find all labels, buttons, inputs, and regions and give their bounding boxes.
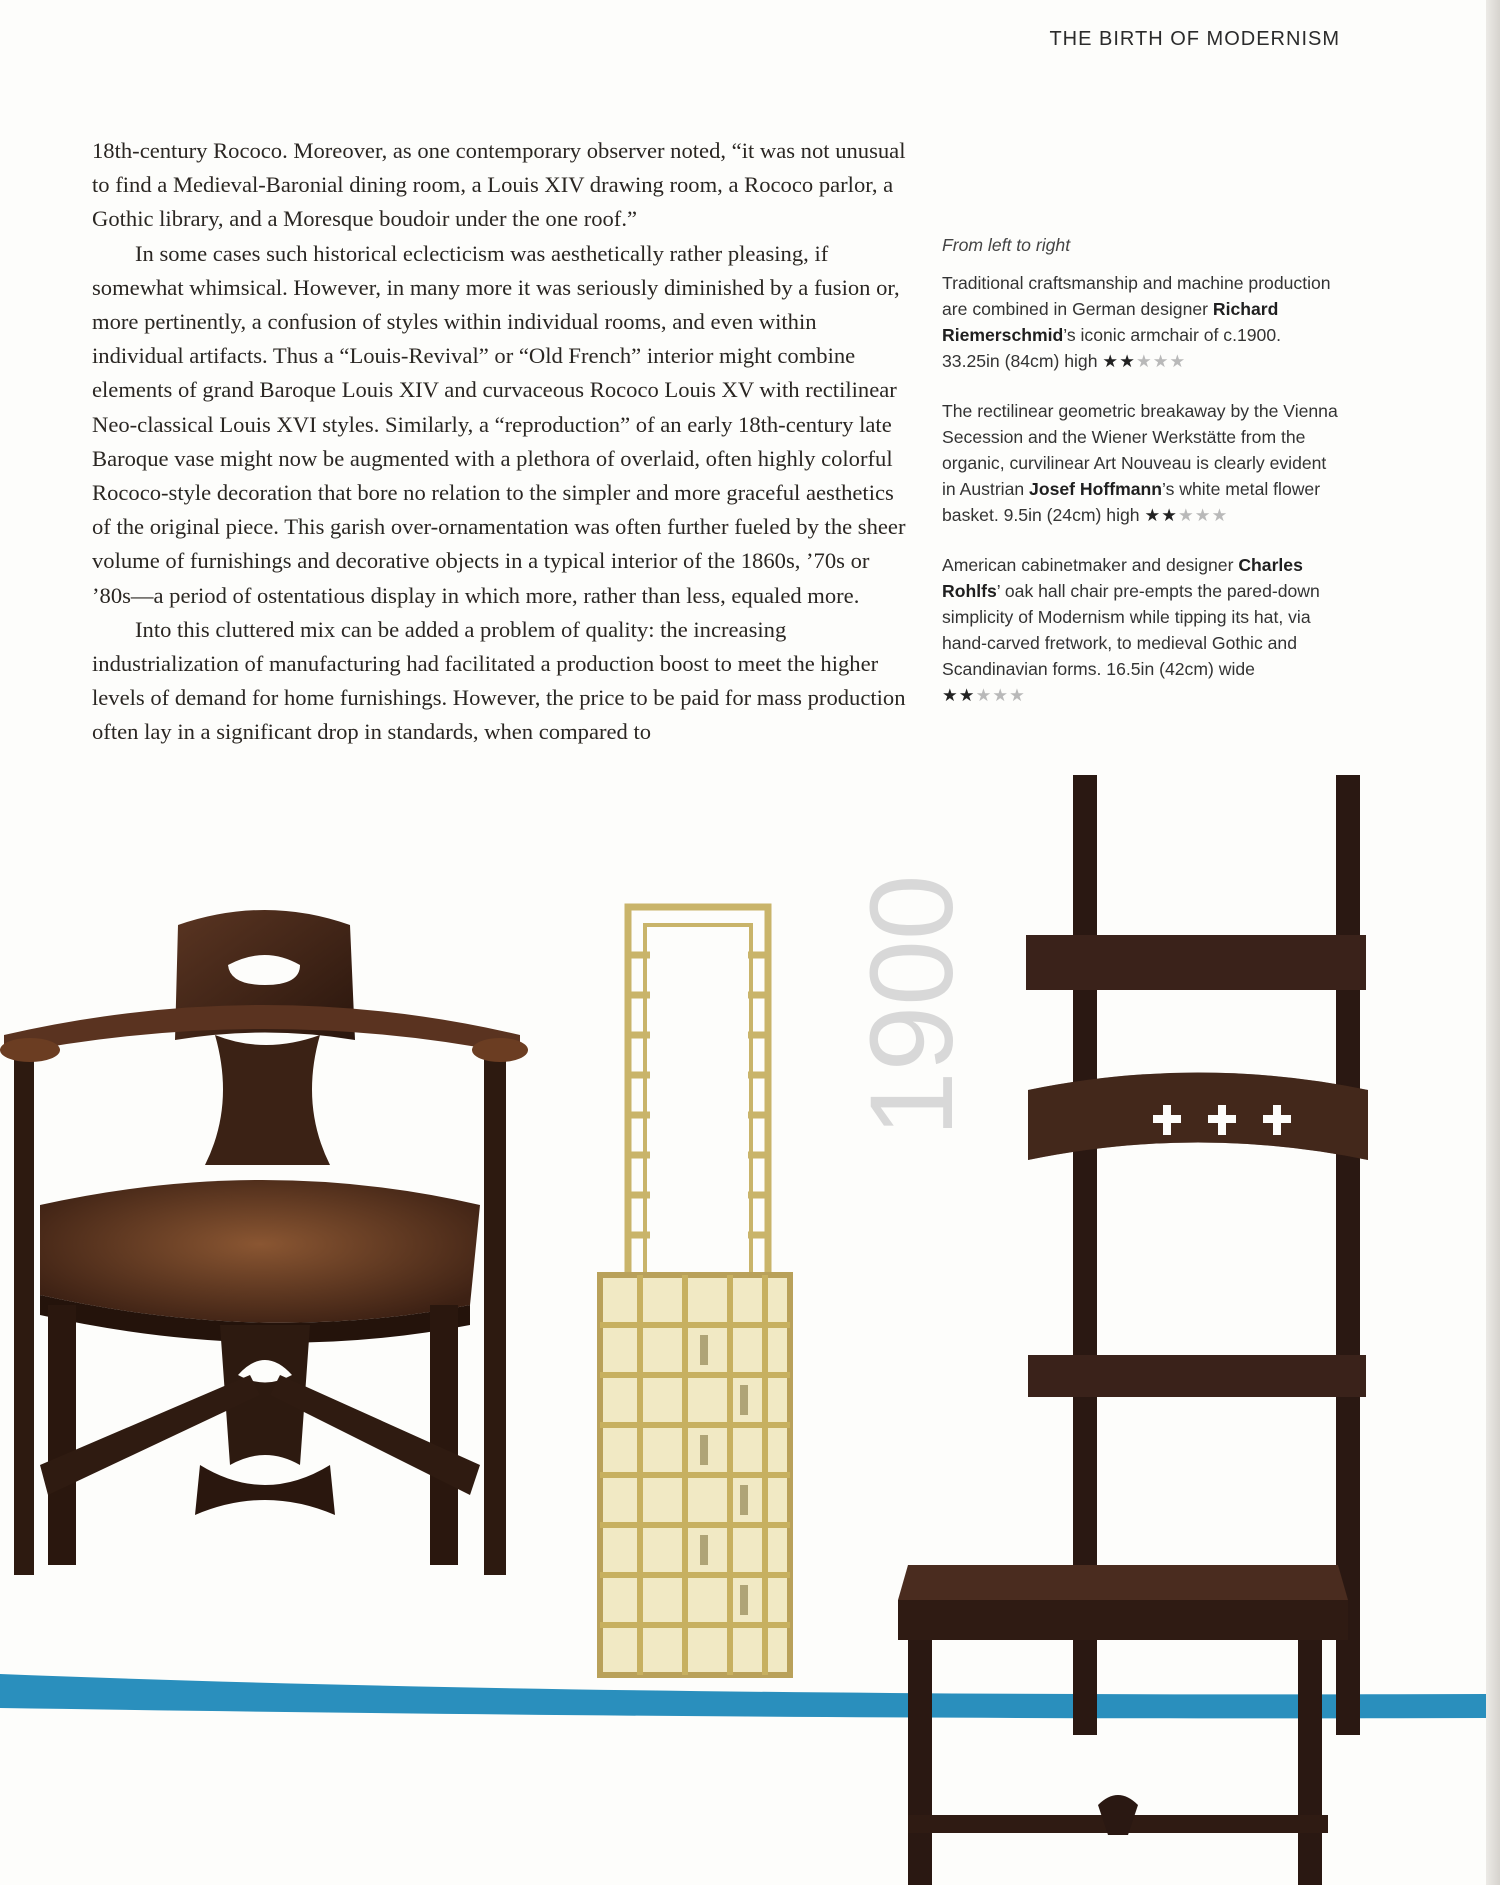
caption-text: ’s iconic armchair of c.1900. 33.25in (84cm) high bbox=[942, 325, 1281, 371]
riemerschmid-armchair-photo bbox=[0, 905, 530, 1675]
paragraph-3: Into this cluttered mix can be added a problem of quality: the increasing industrialization of manufacturing had facilitated a production boost to meet the higher levels of demand for home furnishings. However, the price to be paid for mass production often lay in a significant drop in standards, when compared to bbox=[92, 616, 906, 745]
rating-stars bbox=[1144, 505, 1228, 525]
paragraph-2: In some cases such historical eclecticism was aesthetically rather pleasing, if somewhat whimsical. However, in many more it was seriously diminished by a fusion or, more pertinently, a confusion of styles within individual rooms, and even within individual artifacts. Thus a “Louis-Revival” or “Old French” interior might combine elements of grand Baroque Louis XIV and curvaceous Rococo Louis XV with rectilinear Neo-classical Louis XVI styles. Similarly, a “reproduction” of an early 18th-century late Baroque vase might now be augmented with a plethora of overlaid, often highly colorful Rococo-style decoration that bore no relation to the simpler and more graceful aesthetics of the original piece. This garish over-ornamentation was often further fueled by the sheer volume of furnishings and decorative objects in a typical interior of the 1860s, ’70s or ’80s—a period of ostentatious display in which more, rather than less, equaled more. bbox=[92, 240, 906, 608]
rating-stars bbox=[1102, 351, 1186, 371]
body-text bbox=[92, 134, 912, 750]
star-empty-icon: ★ bbox=[1152, 351, 1170, 371]
designer-name: Richard Riemerschmid bbox=[942, 299, 1279, 345]
caption-text: American cabinetmaker and designer bbox=[942, 555, 1239, 575]
caption-basket bbox=[942, 398, 1342, 528]
star-empty-icon: ★ bbox=[975, 685, 993, 705]
caption-text: ’s white metal flower basket. 9.5in (24cm) high bbox=[942, 479, 1321, 525]
rohlfs-hall-chair-photo bbox=[878, 775, 1368, 1885]
star-empty-icon: ★ bbox=[1178, 505, 1195, 525]
star-empty-icon: ★ bbox=[992, 685, 1010, 705]
designer-name: Charles Rohlfs bbox=[942, 555, 1303, 601]
caption-text: The rectilinear geometric breakaway by the Vienna Secession and the Wiener Werkstätte from the organic, curvilinear Art Nouveau is clearly evident in Austrian bbox=[942, 401, 1338, 499]
star-empty-icon: ★ bbox=[1194, 505, 1212, 525]
caption-sidebar bbox=[942, 232, 1342, 732]
caption-hall-chair bbox=[942, 552, 1342, 708]
hoffmann-basket-photo bbox=[590, 895, 800, 1695]
star-empty-icon: ★ bbox=[1169, 351, 1187, 371]
page-spine-shadow bbox=[1486, 0, 1500, 1885]
star-empty-icon: ★ bbox=[1135, 351, 1153, 371]
running-head: THE BIRTH OF MODERNISM bbox=[1049, 28, 1340, 50]
star-filled-icon: ★ bbox=[958, 685, 976, 705]
star-filled-icon: ★ bbox=[942, 685, 959, 705]
rating-stars bbox=[942, 685, 1026, 705]
star-empty-icon: ★ bbox=[1009, 685, 1026, 705]
star-empty-icon: ★ bbox=[1211, 505, 1229, 525]
star-filled-icon: ★ bbox=[1161, 505, 1178, 525]
paragraph-1: 18th-century Rococo. Moreover, as one contemporary observer noted, “it was not unusual to find a Medieval-Baronial dining room, a Louis XIV drawing room, a Rococo parlor, a Gothic library, and a Moresque boudoir under the one roof.” bbox=[92, 138, 906, 232]
caption-lead: From left to right bbox=[942, 235, 1071, 255]
star-filled-icon: ★ bbox=[1102, 351, 1120, 371]
designer-name: Josef Hoffmann bbox=[1029, 479, 1162, 499]
caption-text: Traditional craftsmanship and machine production are combined in German designer bbox=[942, 273, 1331, 319]
star-filled-icon: ★ bbox=[1119, 351, 1136, 371]
star-filled-icon: ★ bbox=[1144, 505, 1162, 525]
year-label: 1900 bbox=[846, 874, 978, 1137]
caption-armchair bbox=[942, 270, 1342, 374]
caption-text: ’ oak hall chair pre-empts the pared-down simplicity of Modernism while tipping its hat, via hand-carved fretwork, to medieval Gothic and Scandinavian forms. 16.5in (42cm) wide bbox=[942, 581, 1320, 679]
